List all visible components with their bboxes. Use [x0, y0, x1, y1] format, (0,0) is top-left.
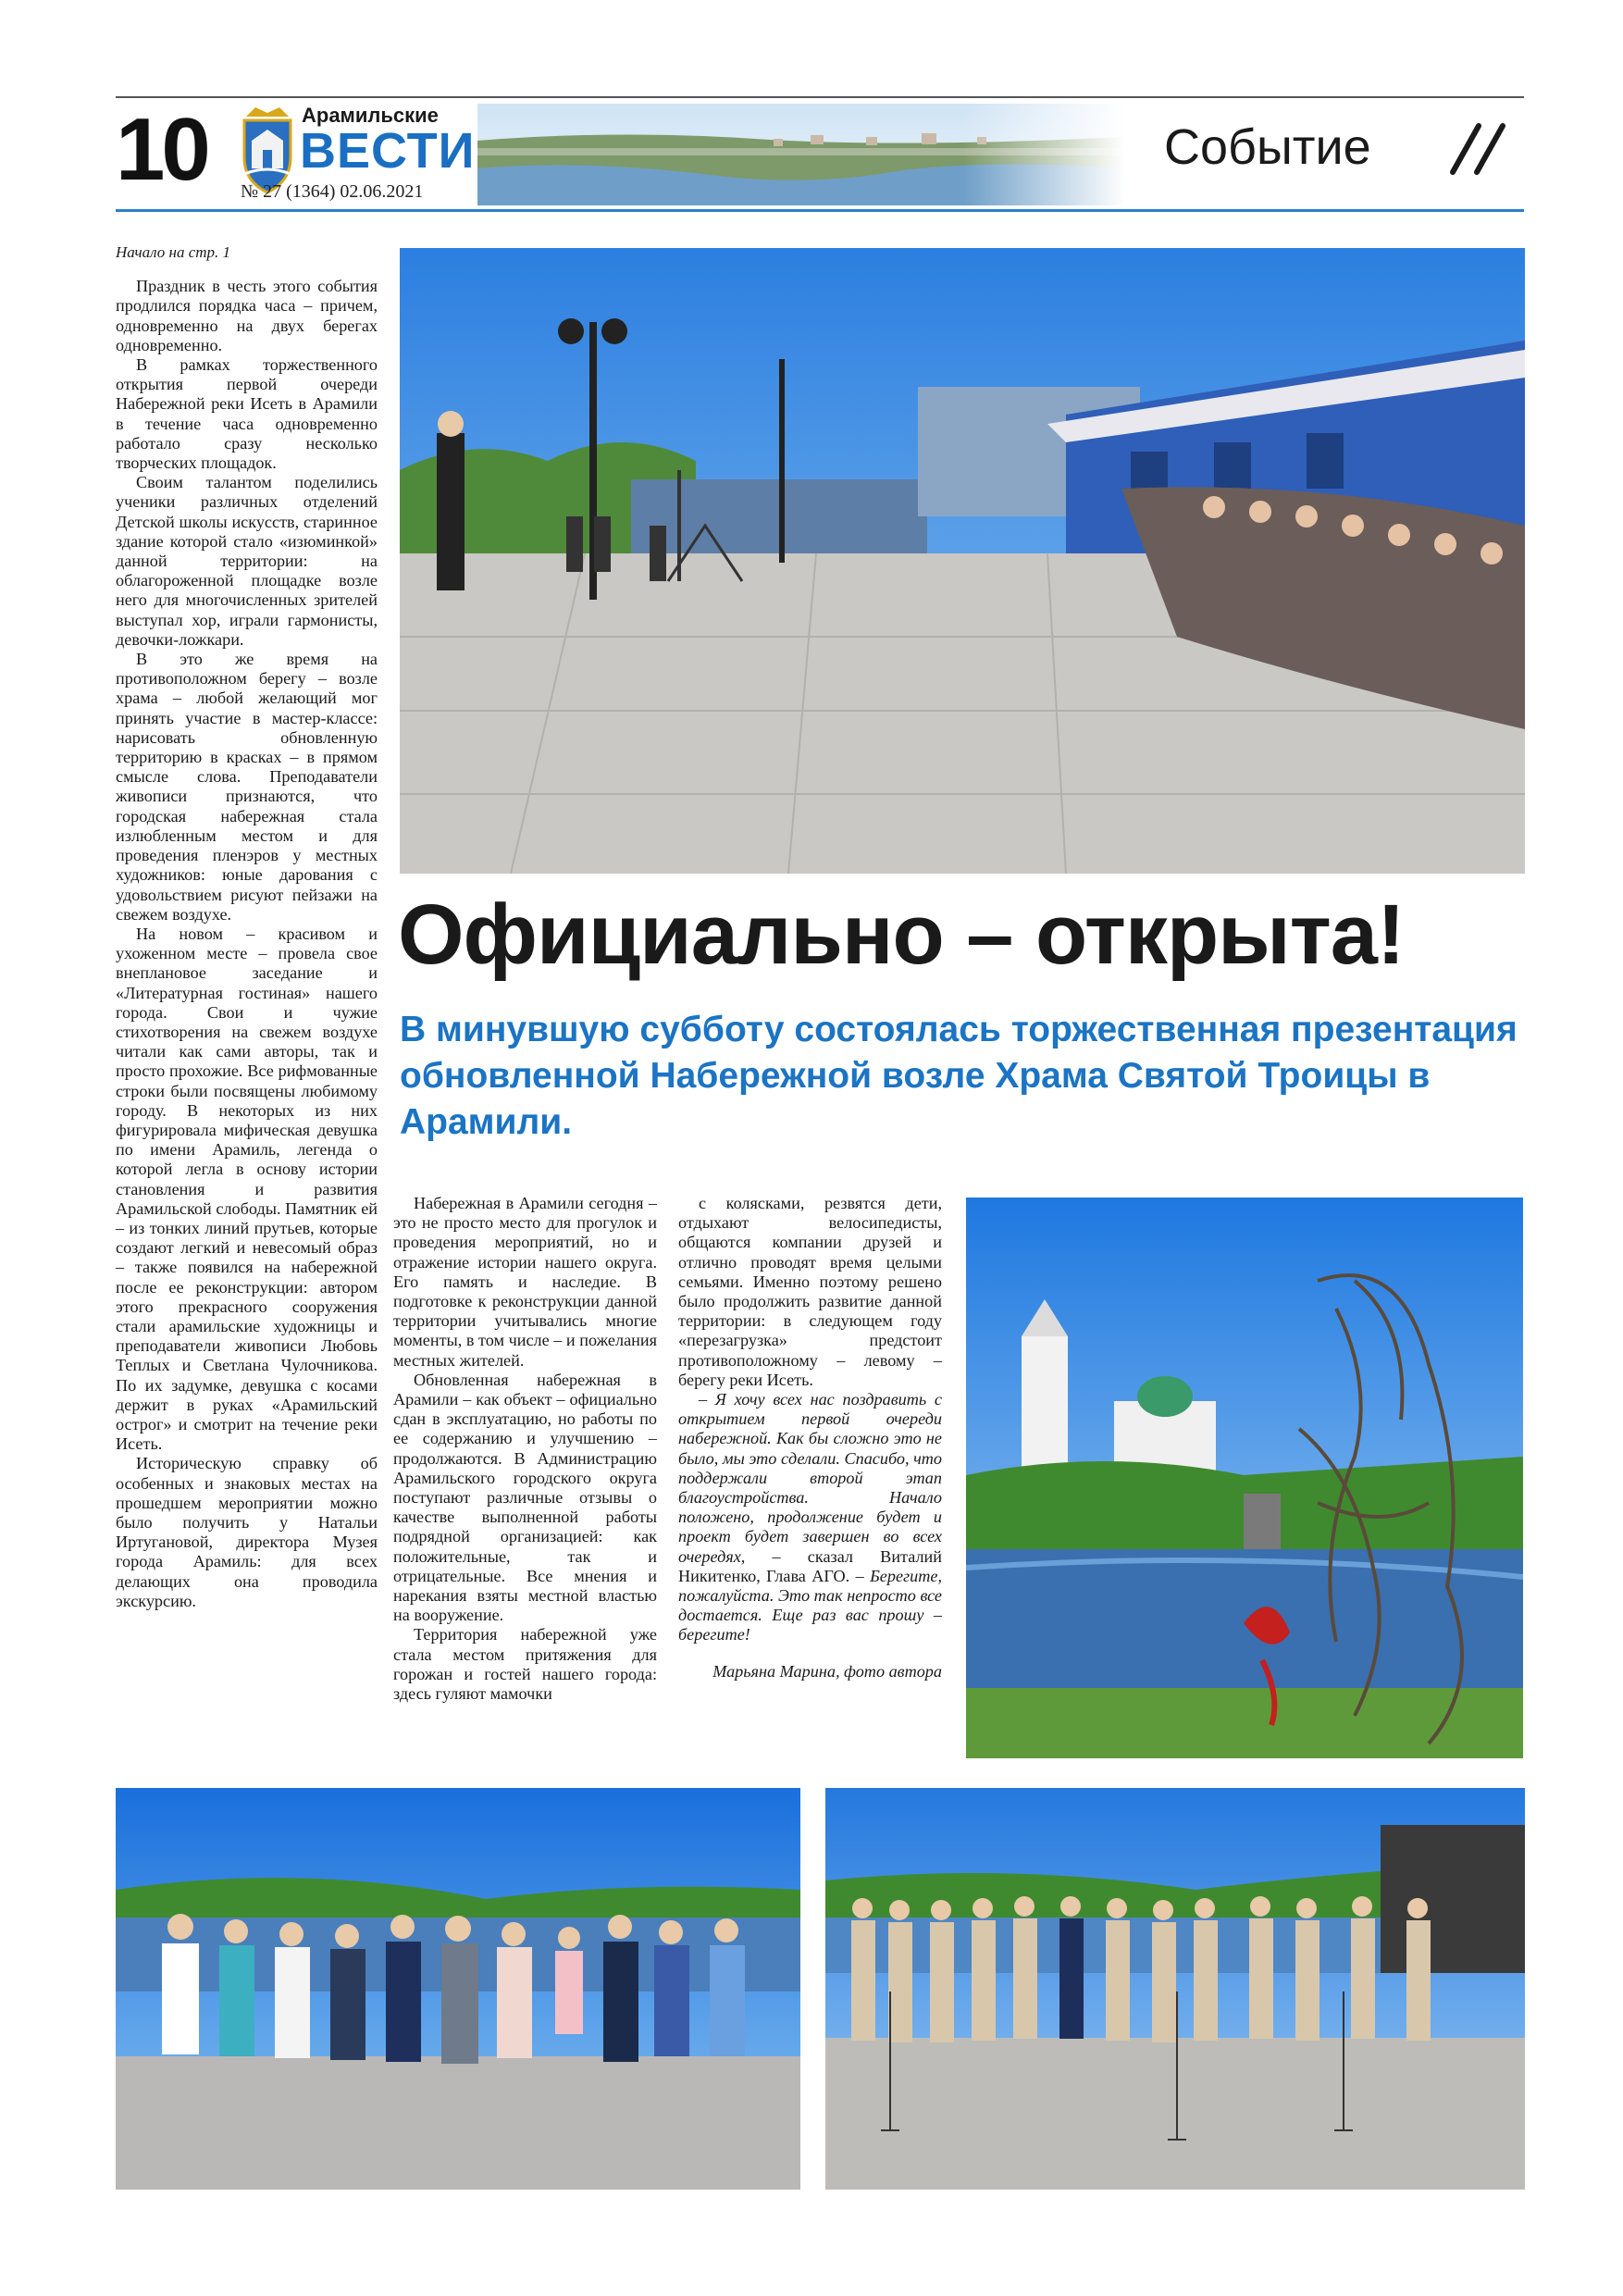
paragraph: В рамках торжественного открытия первой очереди Набережной реки Исеть в Арамили в течение часа одновременно работало сразу несколько творческих площадок.	[116, 355, 378, 473]
quote-part-2: Берегите, пожалуйста. Это так непросто все достается. Еще раз вас прошу – берегите!	[678, 1566, 942, 1644]
article-left-column	[116, 242, 378, 1611]
group-photo	[116, 1788, 800, 2190]
paragraph: Обновленная набережная в Арамили – как объект – официально сдан в эксплуатацию, но работы по ее содержанию и улучшению – продолжаются. В Администрацию Арамильского городского округа поступают различные отзывы о качестве выполненной работы подрядной организацией: как положительные, так и отрицательные. Все мнения и нарекания взяты местной властью на вооружение.	[393, 1370, 657, 1625]
section-rubric: Событие	[1164, 119, 1371, 175]
issue-number-date: № 27 (1364) 02.06.2021	[241, 181, 424, 202]
rubric-slashes-icon	[1443, 117, 1518, 181]
paragraph: Своим талантом поделились ученики различных отделений Детской школы искусств, старинное здание которой стало «изюминкой» данной территории: на облагороженной площадке возле него для многочисленных зрителей выступал хор, играли гармонисты, девочки-ложкари.	[116, 473, 378, 649]
paragraph: с колясками, резвятся дети, отдыхают велосипедисты, общаются компании друзей и отлично проводят время целыми семьями. Именно поэтому решено было продолжить развитие данной территории: в следующем году «перезагрузка» предстоит противоположному – левому – берегу реки Исеть.	[678, 1194, 942, 1389]
quote-paragraph	[678, 1390, 942, 1645]
continued-from-note: Начало на стр. 1	[116, 243, 231, 261]
author-byline: Марьяна Марина, фото автора	[712, 1661, 942, 1681]
article-right-text-column	[678, 1194, 942, 1682]
choir-photo	[825, 1788, 1525, 2190]
header-bottom-rule	[116, 209, 1524, 212]
header-banner-photo	[477, 104, 1125, 205]
paragraph: Праздник в честь этого события продлился порядка часа – причем, одновременно на двух берегах одновременно.	[116, 277, 378, 354]
paragraph: На новом – красивом и ухоженном месте – провела свое внеплановое заседание и «Литературная гостиная» нашего города. Свои и чужие стихотворения на свежем воздухе читали как сами авторы, так и просто прохожие. Все рифмованные строки были посвящены любимому городу. В некоторых из них фигурировала мифическая девушка по имени Арамиль, легенда о которой легла в основу истории становления и развития Арамильской слободы. Памятник ей – из тонких линий прутьев, которые создают легкий и невесомый образ – также появился на набережной после ее реконструкции: автором этого прекрасного сооружения стали арамильские художницы и преподаватели живописи Любовь Теплых и Светлана Чулочникова. По их задумке, девушка с косами держит в руках «Арамильский острог» и смотрит на течение реки Исеть.	[116, 924, 378, 1454]
logo-title: ВЕСТИ	[300, 123, 476, 179]
article-middle-column	[393, 1194, 657, 1704]
header-top-rule	[116, 96, 1524, 98]
page-number: 10	[116, 100, 207, 199]
quote-part-1: – Я хочу всех нас поздравить с открытием первой очереди набережной. Как бы сложно это не было, мы это сделали. Спасибо, что поддержали второй этап благоустройства. Начало положено, продолжение будет и проект будет завершен во всех очередях,	[678, 1390, 942, 1566]
sculpture-photo	[966, 1198, 1523, 1758]
paragraph: Историческую справку об особенных и знаковых местах на прошедшем мероприятии можно было получить у Натальи Иртугановой, директора Музея города Арамиль: для всех делающих она проводила экскурсию.	[116, 1454, 378, 1610]
paragraph: Набережная в Арамили сегодня – это не просто место для прогулок и проведения мероприятий, но и отражение истории нашего округа. Его память и наследие. В подготовке к реконструкции данной территории учитывались многие моменты, в том числе – и пожелания местных жителей.	[393, 1194, 657, 1370]
paragraph: В это же время на противоположном берегу – возле храма – любой желающий мог принять участие в мастер-классе: нарисовать обновленную территорию в красках – в прямом смысле слова. Преподаватели живописи признаются, что городская набережная стала излюбленным местом и для проведения пленэров у местных художников: юные дарования с удовольствием рисуют пейзажи на свежем воздухе.	[116, 650, 378, 924]
quote-attribution: – сказал Виталий Никитенко, Глава АГО. –	[678, 1546, 942, 1585]
paragraph: Территория набережной уже стала местом притяжения для горожан и гостей нашего города: здесь гуляют мамочки	[393, 1625, 657, 1704]
article-subhead: В минувшую субботу состоялась торжественная презентация обновленной Набережной возле Храма Святой Троицы в Арамили.	[400, 1010, 1518, 1142]
article-headline: Официально – открыта!	[398, 887, 1405, 982]
logo-city-name: Арамильские	[302, 104, 439, 127]
main-photo	[400, 248, 1525, 874]
